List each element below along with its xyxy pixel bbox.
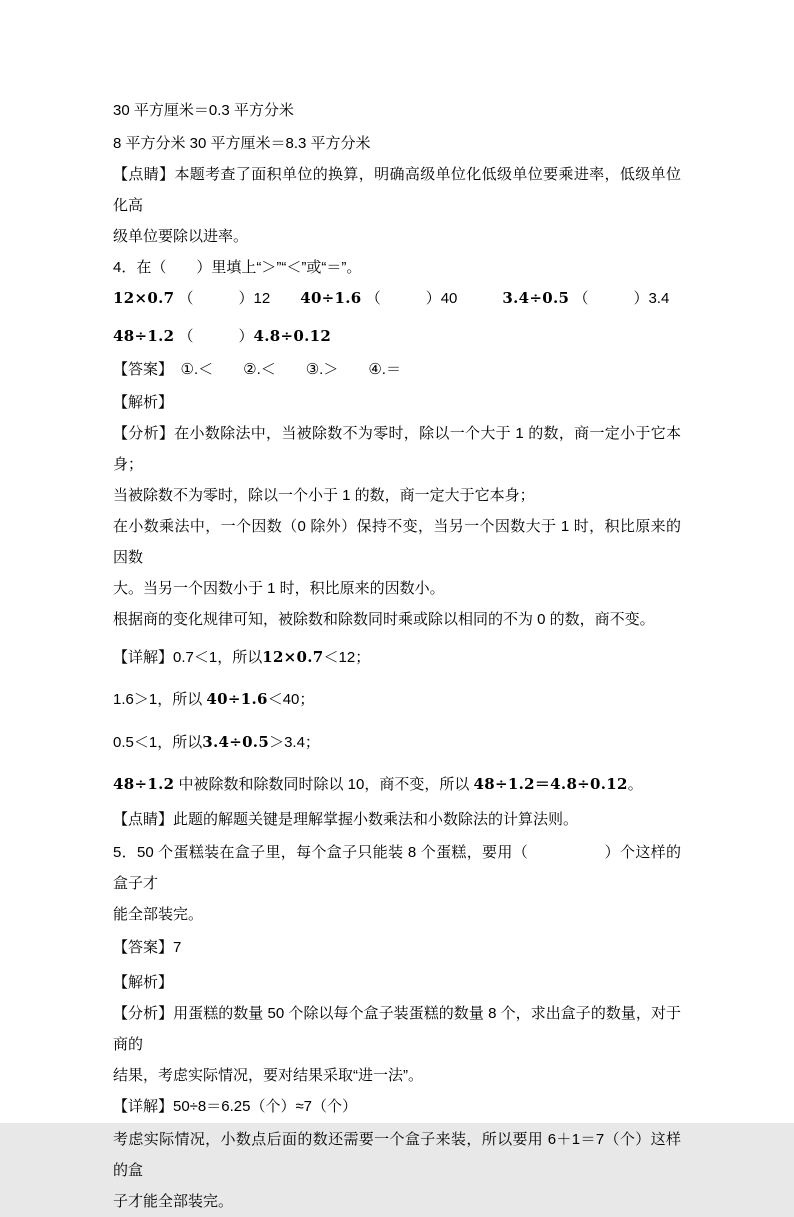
formula-run: 40÷1.6 bbox=[300, 289, 362, 307]
q4-analysis-line-4 bbox=[113, 573, 681, 604]
text-run: 8 平方分米 30 平方厘米＝8.3 平方分米 bbox=[113, 135, 371, 152]
text-run: 在小数乘法中，一个因数（0 除外）保持不变，当另一个因数大于 1 时，积比原来的因数 bbox=[113, 518, 681, 566]
q5-analysis-header bbox=[113, 967, 681, 998]
text-run: 【解析】 bbox=[113, 974, 174, 991]
text-run: 【点睛】此题的解题关键是理解掌握小数乘法和小数除法的计算法则。 bbox=[113, 811, 579, 828]
q4-analysis-line-1 bbox=[113, 418, 681, 480]
text-run: （ ）12 bbox=[174, 290, 301, 307]
question-5-stem-line-2 bbox=[113, 899, 681, 930]
text-run: 子才能全部装完。 bbox=[113, 1193, 234, 1210]
text-run: 【答案】 ①.＜ ②.＜ ③.＞ ④.＝ bbox=[113, 361, 401, 378]
q5-analysis-line-1 bbox=[113, 998, 681, 1060]
q5-analysis-line-2 bbox=[113, 1060, 681, 1091]
text-run: 0.5＜1，所以 bbox=[113, 734, 203, 751]
text-run: （ ） bbox=[174, 328, 254, 345]
q4-analysis-line-3 bbox=[113, 511, 681, 573]
text-run: 结果，考虑实际情况，要对结果采取“进一法”。 bbox=[113, 1067, 423, 1084]
formula-run: 48÷1.2＝4.8÷0.12 bbox=[473, 775, 628, 793]
q4-expressions-row-2 bbox=[113, 321, 681, 352]
q5-answer bbox=[113, 932, 681, 963]
text-run: 1.6＞1，所以 bbox=[113, 691, 207, 708]
text-run: 4．在（ ）里填上“＞”“＜”或“＝”。 bbox=[113, 259, 362, 276]
text-run: 中被除数和除数同时除以 10，商不变，所以 bbox=[174, 776, 474, 793]
text-run: 5．50 个蛋糕装在盒子里，每个盒子只能装 8 个蛋糕，要用（ ）个这样的盒子才 bbox=[113, 844, 681, 892]
q4-detail-line-4 bbox=[113, 769, 681, 800]
question-4-stem bbox=[113, 252, 681, 283]
q4-answer bbox=[113, 354, 681, 385]
text-run: 能全部装完。 bbox=[113, 906, 204, 923]
q4-analysis-line-2 bbox=[113, 480, 681, 511]
q4-detail-line-2 bbox=[113, 684, 681, 715]
q5-detail-line-3 bbox=[113, 1186, 681, 1217]
text-run: 【详解】0.7＜1，所以 bbox=[113, 649, 263, 666]
text-run: 【点睛】本题考查了面积单位的换算，明确高级单位化低级单位要乘进率，低级单位化高 bbox=[113, 166, 681, 214]
text-run: 大。当另一个因数小于 1 时，积比原来的因数小。 bbox=[113, 580, 445, 597]
text-run: ＞3.4； bbox=[269, 734, 320, 751]
unit-conversion-line-1 bbox=[113, 95, 681, 126]
text-run: ＜12； bbox=[323, 649, 371, 666]
question-5-stem-line-1 bbox=[113, 837, 681, 899]
text-run: 级单位要除以进率。 bbox=[113, 228, 249, 245]
q5-detail-line-2 bbox=[113, 1124, 681, 1186]
q4-analysis-line-5 bbox=[113, 604, 681, 635]
formula-run: 12×0.7 bbox=[262, 648, 324, 666]
q4-detail-line-1 bbox=[113, 642, 681, 673]
formula-run: 48÷1.2 bbox=[113, 775, 175, 793]
formula-run: 48÷1.2 bbox=[113, 327, 175, 345]
q4-expressions-row-1 bbox=[113, 283, 681, 314]
text-run: 【解析】 bbox=[113, 394, 174, 411]
text-run: （ ）40 bbox=[361, 290, 503, 307]
q3-comment-line-1 bbox=[113, 159, 681, 221]
text-run: （ ）3.4 bbox=[569, 290, 670, 307]
formula-run: 4.8÷0.12 bbox=[253, 327, 332, 345]
formula-run: 12×0.7 bbox=[113, 289, 175, 307]
formula-run: 3.4÷0.5 bbox=[502, 289, 570, 307]
text-run: 根据商的变化规律可知，被除数和除数同时乘或除以相同的不为 0 的数，商不变。 bbox=[113, 611, 655, 628]
text-run: ＜40； bbox=[267, 691, 315, 708]
formula-run: 3.4÷0.5 bbox=[202, 733, 270, 751]
q3-comment-line-2 bbox=[113, 221, 681, 252]
q4-detail-line-3 bbox=[113, 727, 681, 758]
text-run: 【分析】用蛋糕的数量 50 个除以每个盒子装蛋糕的数量 8 个，求出盒子的数量，对于商的 bbox=[113, 1005, 681, 1053]
q4-analysis-header bbox=[113, 387, 681, 418]
text-run: 【答案】7 bbox=[113, 939, 182, 956]
text-run: 考虑实际情况，小数点后面的数还需要一个盒子来装，所以要用 6＋1＝7（个）这样的盒 bbox=[113, 1131, 681, 1179]
document-content bbox=[113, 95, 681, 1217]
q5-detail-line-1 bbox=[113, 1091, 681, 1122]
text-run: 【详解】50÷8＝6.25（个）≈7（个） bbox=[113, 1098, 358, 1115]
unit-conversion-line-2 bbox=[113, 128, 681, 159]
formula-run: 40÷1.6 bbox=[206, 690, 268, 708]
text-run: 30 平方厘米＝0.3 平方分米 bbox=[113, 102, 294, 119]
text-run: 当被除数不为零时，除以一个小于 1 的数，商一定大于它本身； bbox=[113, 487, 535, 504]
text-run: 。 bbox=[627, 776, 643, 793]
q4-comment bbox=[113, 804, 681, 835]
text-run: 【分析】在小数除法中，当被除数不为零时，除以一个大于 1 的数，商一定小于它本身； bbox=[113, 425, 681, 473]
